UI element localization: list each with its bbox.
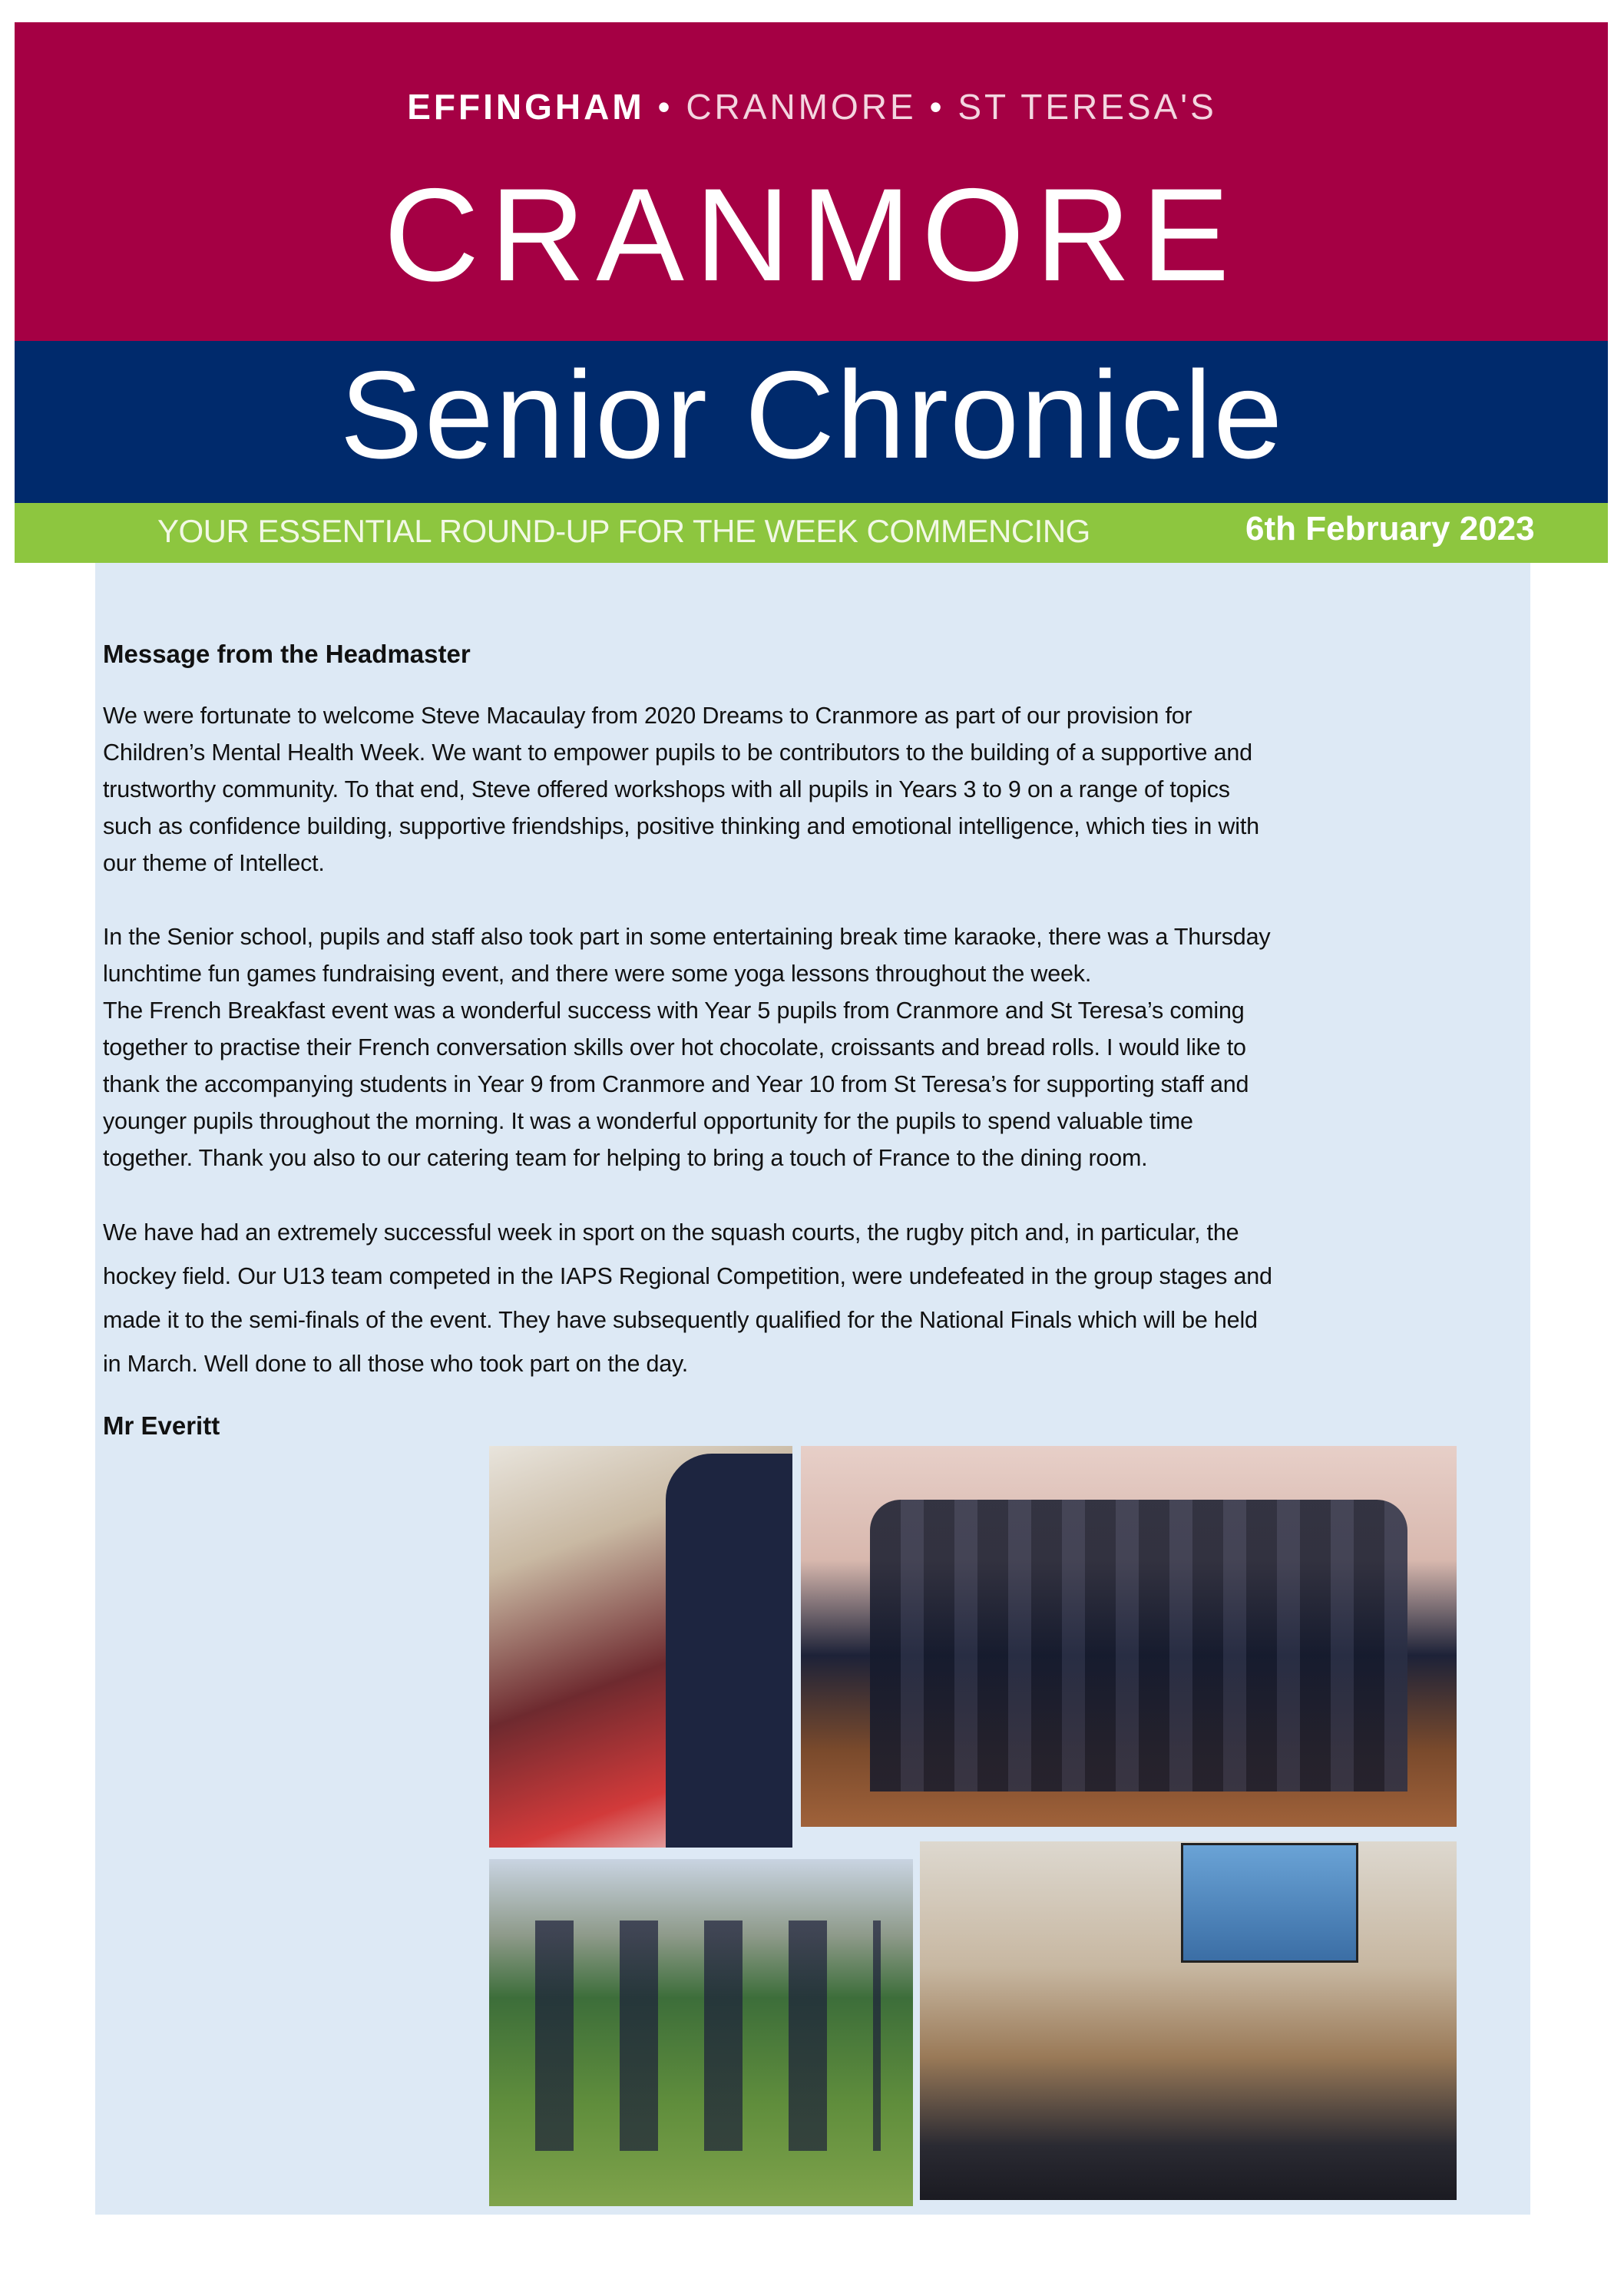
text-line: trustworthy community. To that end, Steve offered workshops with all pupils in Years 3 to 9 on a range of topics bbox=[103, 776, 1230, 802]
text-line: lunchtime fun games fundraising event, and there were some yoga lessons throughout the week. bbox=[103, 961, 1092, 987]
school-st-teresas: ST TERESA'S bbox=[958, 87, 1217, 127]
signature: Mr Everitt bbox=[103, 1411, 220, 1440]
text-line: such as confidence building, supportive friendships, positive thinking and emotional intelligence, which ties in with bbox=[103, 813, 1259, 839]
text-line: made it to the semi-finals of the event. They have subsequently qualified for the National Finals which will be held bbox=[103, 1307, 1258, 1333]
text-line: The French Breakfast event was a wonderful success with Year 5 pupils from Cranmore and St Teresa’s coming bbox=[103, 997, 1245, 1024]
text-line: together. Thank you also to our catering team for helping to bring a touch of France to the dining room. bbox=[103, 1145, 1148, 1171]
photo-figure bbox=[666, 1454, 792, 1848]
text-line: We have had an extremely successful week in sport on the squash courts, the rugby pitch and, in particular, the bbox=[103, 1219, 1239, 1246]
separator: • bbox=[929, 87, 945, 127]
photo-figure bbox=[535, 1921, 881, 2151]
masthead-title: CRANMORE bbox=[383, 161, 1241, 309]
text-line: thank the accompanying students in Year 9 from Cranmore and Year 10 from St Teresa’s for supporting staff and bbox=[103, 1071, 1249, 1097]
issue-date: 6th February 2023 bbox=[1245, 510, 1535, 548]
photo-figure bbox=[870, 1500, 1407, 1791]
photo-karaoke bbox=[801, 1446, 1457, 1827]
photo-hockey bbox=[489, 1859, 913, 2206]
text-line: We were fortunate to welcome Steve Macaulay from 2020 Dreams to Cranmore as part of our provision for bbox=[103, 703, 1192, 729]
text-line: in March. Well done to all those who took part on the day. bbox=[103, 1351, 689, 1377]
school-effingham: EFFINGHAM bbox=[407, 87, 645, 127]
masthead-subtitle: Senior Chronicle bbox=[339, 346, 1285, 485]
text-line: younger pupils throughout the morning. It was a wonderful opportunity for the pupils to spend valuable time bbox=[103, 1108, 1193, 1134]
text-line: our theme of Intellect. bbox=[103, 850, 325, 876]
school-cranmore: CRANMORE bbox=[686, 87, 917, 127]
photo-workshop bbox=[920, 1841, 1457, 2200]
masthead-tagline: YOUR ESSENTIAL ROUND-UP FOR THE WEEK COMMENCING bbox=[157, 513, 1090, 549]
article-heading: Message from the Headmaster bbox=[103, 640, 471, 668]
separator: • bbox=[657, 87, 673, 127]
text-line: In the Senior school, pupils and staff also took part in some entertaining break time karaoke, there was a Thursday bbox=[103, 924, 1271, 950]
text-line: Children’s Mental Health Week. We want to empower pupils to be contributors to the building of a supportive and bbox=[103, 739, 1252, 766]
school-names bbox=[0, 86, 1624, 127]
text-line: hockey field. Our U13 team competed in the IAPS Regional Competition, were undefeated in the group stages and bbox=[103, 1263, 1272, 1289]
photo-french-breakfast bbox=[489, 1446, 792, 1848]
text-line: together to practise their French conversation skills over hot chocolate, croissants and bread rolls. I would like to bbox=[103, 1034, 1246, 1060]
projector-screen bbox=[1181, 1843, 1358, 1963]
